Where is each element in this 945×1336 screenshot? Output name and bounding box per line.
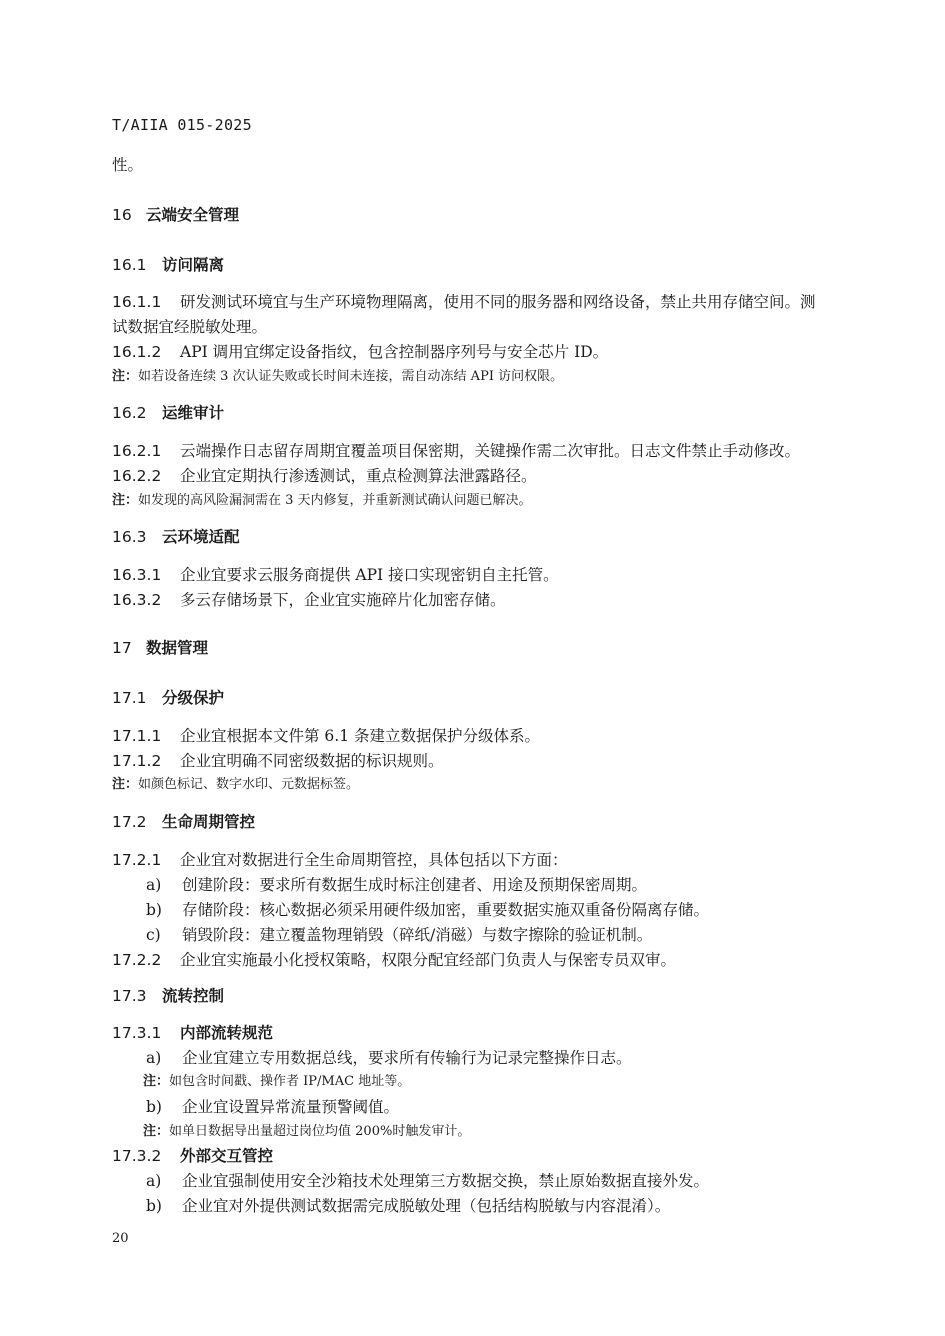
section-title: 流转控制 [162,987,225,1005]
continuation-text: 性。 [112,156,144,174]
clause-text: 多云存储场景下，企业宜实施碎片化加密存储。 [180,591,506,609]
note-label: 注： [143,1124,170,1139]
clause-17-3-2-heading [112,1146,857,1166]
clause-17-1-1 [112,726,857,746]
list-marker: a) [146,1172,162,1190]
clause-text: 企业宜实施最小化授权策略，权限分配宜经部门负责人与保密专员双审。 [180,951,677,969]
clause-17-1-2 [112,751,857,771]
clause-text: 企业宜对数据进行全生命周期管控，具体包括以下方面： [180,851,568,869]
section-title: 生命周期管控 [162,813,256,831]
section-17-heading [112,638,857,658]
list-text: 销毁阶段：建立覆盖物理销毁（碎纸/消磁）与数字擦除的验证机制。 [182,926,653,944]
clause-number: 16.3.2 [112,591,162,609]
section-title: 数据管理 [146,639,209,657]
note-text: 如包含时间戳、操作者 IP/MAC 地址等。 [169,1074,411,1089]
section-16-3-heading [112,527,857,547]
clause-16-2-2 [112,466,857,486]
note-16-2 [112,492,857,510]
list-marker: a) [146,1049,162,1067]
list-item [146,1097,857,1117]
note-text: 如单日数据导出量超过岗位均值 200%时触发审计。 [169,1124,471,1139]
list-marker: b) [146,1197,162,1215]
clause-text: 企业宜定期执行渗透测试，重点检测算法泄露路径。 [180,467,537,485]
clause-title: 外部交互管控 [180,1147,274,1165]
list-marker: b) [146,901,162,919]
list-item [146,900,857,920]
section-number: 17.3 [112,987,147,1005]
clause-text: 云端操作日志留存周期宜覆盖项目保密期，关键操作需二次审批。日志文件禁止手动修改。 [180,442,801,460]
clause-16-1-1 [112,292,857,312]
section-16-2-heading [112,403,857,423]
clause-text: API 调用宜绑定设备指纹，包含控制器序列号与安全芯片 ID。 [180,343,609,361]
list-marker: c) [146,926,161,944]
section-title: 云端安全管理 [146,206,240,224]
list-marker: a) [146,876,162,894]
clause-16-1-1-continued: 试数据宜经脱敏处理。 [112,318,268,336]
clause-text: 企业宜明确不同密级数据的标识规则。 [180,752,444,770]
clause-number: 16.1.2 [112,343,162,361]
clause-number: 16.3.1 [112,566,162,584]
list-marker: b) [146,1098,162,1116]
list-item [146,925,857,945]
section-number: 17.2 [112,813,147,831]
note-label: 注： [112,493,139,508]
clause-title: 内部流转规范 [180,1024,274,1042]
list-text: 存储阶段：核心数据必须采用硬件级加密，重要数据实施双重备份隔离存储。 [182,901,710,919]
note-17-1 [112,776,857,794]
clause-number: 16.2.2 [112,467,162,485]
section-number: 16 [112,206,132,224]
clause-number: 16.1.1 [112,293,162,311]
section-title: 运维审计 [162,404,225,422]
note-text: 如颜色标记、数字水印、元数据标签。 [138,777,360,792]
clause-number: 17.1.1 [112,727,162,745]
section-16-heading [112,205,857,225]
list-text: 企业宜强制使用安全沙箱技术处理第三方数据交换，禁止原始数据直接外发。 [182,1172,710,1190]
note-17-3-1-b [143,1123,857,1141]
standard-code: T/AIIA 015-2025 [112,116,252,134]
section-number: 17 [112,639,132,657]
section-17-2-heading [112,812,857,832]
section-16-1-heading [112,255,857,275]
clause-text: 企业宜要求云服务商提供 API 接口实现密钥自主托管。 [180,566,559,584]
list-item [146,875,857,895]
clause-text: 企业宜根据本文件第 6.1 条建立数据保护分级体系。 [180,727,541,745]
note-label: 注： [112,369,139,384]
list-item [146,1171,857,1191]
list-text: 企业宜设置异常流量预警阈值。 [182,1098,400,1116]
clause-number: 17.1.2 [112,752,162,770]
clause-16-1-2 [112,342,857,362]
page-number: 20 [112,1231,129,1246]
list-text: 企业宜建立专用数据总线，要求所有传输行为记录完整操作日志。 [182,1049,632,1067]
note-17-3-1-a [143,1073,857,1091]
section-title: 访问隔离 [162,256,225,274]
note-text: 如若设备连续 3 次认证失败或长时间未连接，需自动冻结 API 访问权限。 [138,369,564,384]
clause-text: 研发测试环境宜与生产环境物理隔离，使用不同的服务器和网络设备，禁止共用存储空间。测 [180,293,816,311]
clause-16-3-2 [112,590,857,610]
section-title: 云环境适配 [162,528,240,546]
section-number: 16.1 [112,256,147,274]
clause-16-3-1 [112,565,857,585]
list-item [146,1196,857,1216]
clause-number: 17.2.1 [112,851,162,869]
clause-number: 17.3.1 [112,1024,162,1042]
section-number: 16.3 [112,528,147,546]
section-title: 分级保护 [162,689,225,707]
list-text: 企业宜对外提供测试数据需完成脱敏处理（包括结构脱敏与内容混淆）。 [182,1197,671,1215]
note-label: 注： [143,1074,170,1089]
clause-number: 16.2.1 [112,442,162,460]
section-number: 17.1 [112,689,147,707]
clause-16-2-1 [112,441,857,461]
clause-17-3-1-heading [112,1023,857,1043]
list-text: 创建阶段：要求所有数据生成时标注创建者、用途及预期保密周期。 [182,876,648,894]
list-item [146,1048,857,1068]
clause-17-2-1 [112,850,857,870]
note-16-1 [112,368,857,386]
note-text: 如发现的高风险漏洞需在 3 天内修复，并重新测试确认问题已解决。 [138,493,532,508]
note-label: 注： [112,777,139,792]
clause-number: 17.3.2 [112,1147,162,1165]
section-number: 16.2 [112,404,147,422]
section-17-3-heading [112,986,857,1006]
section-17-1-heading [112,688,857,708]
clause-number: 17.2.2 [112,951,162,969]
clause-17-2-2 [112,950,857,970]
